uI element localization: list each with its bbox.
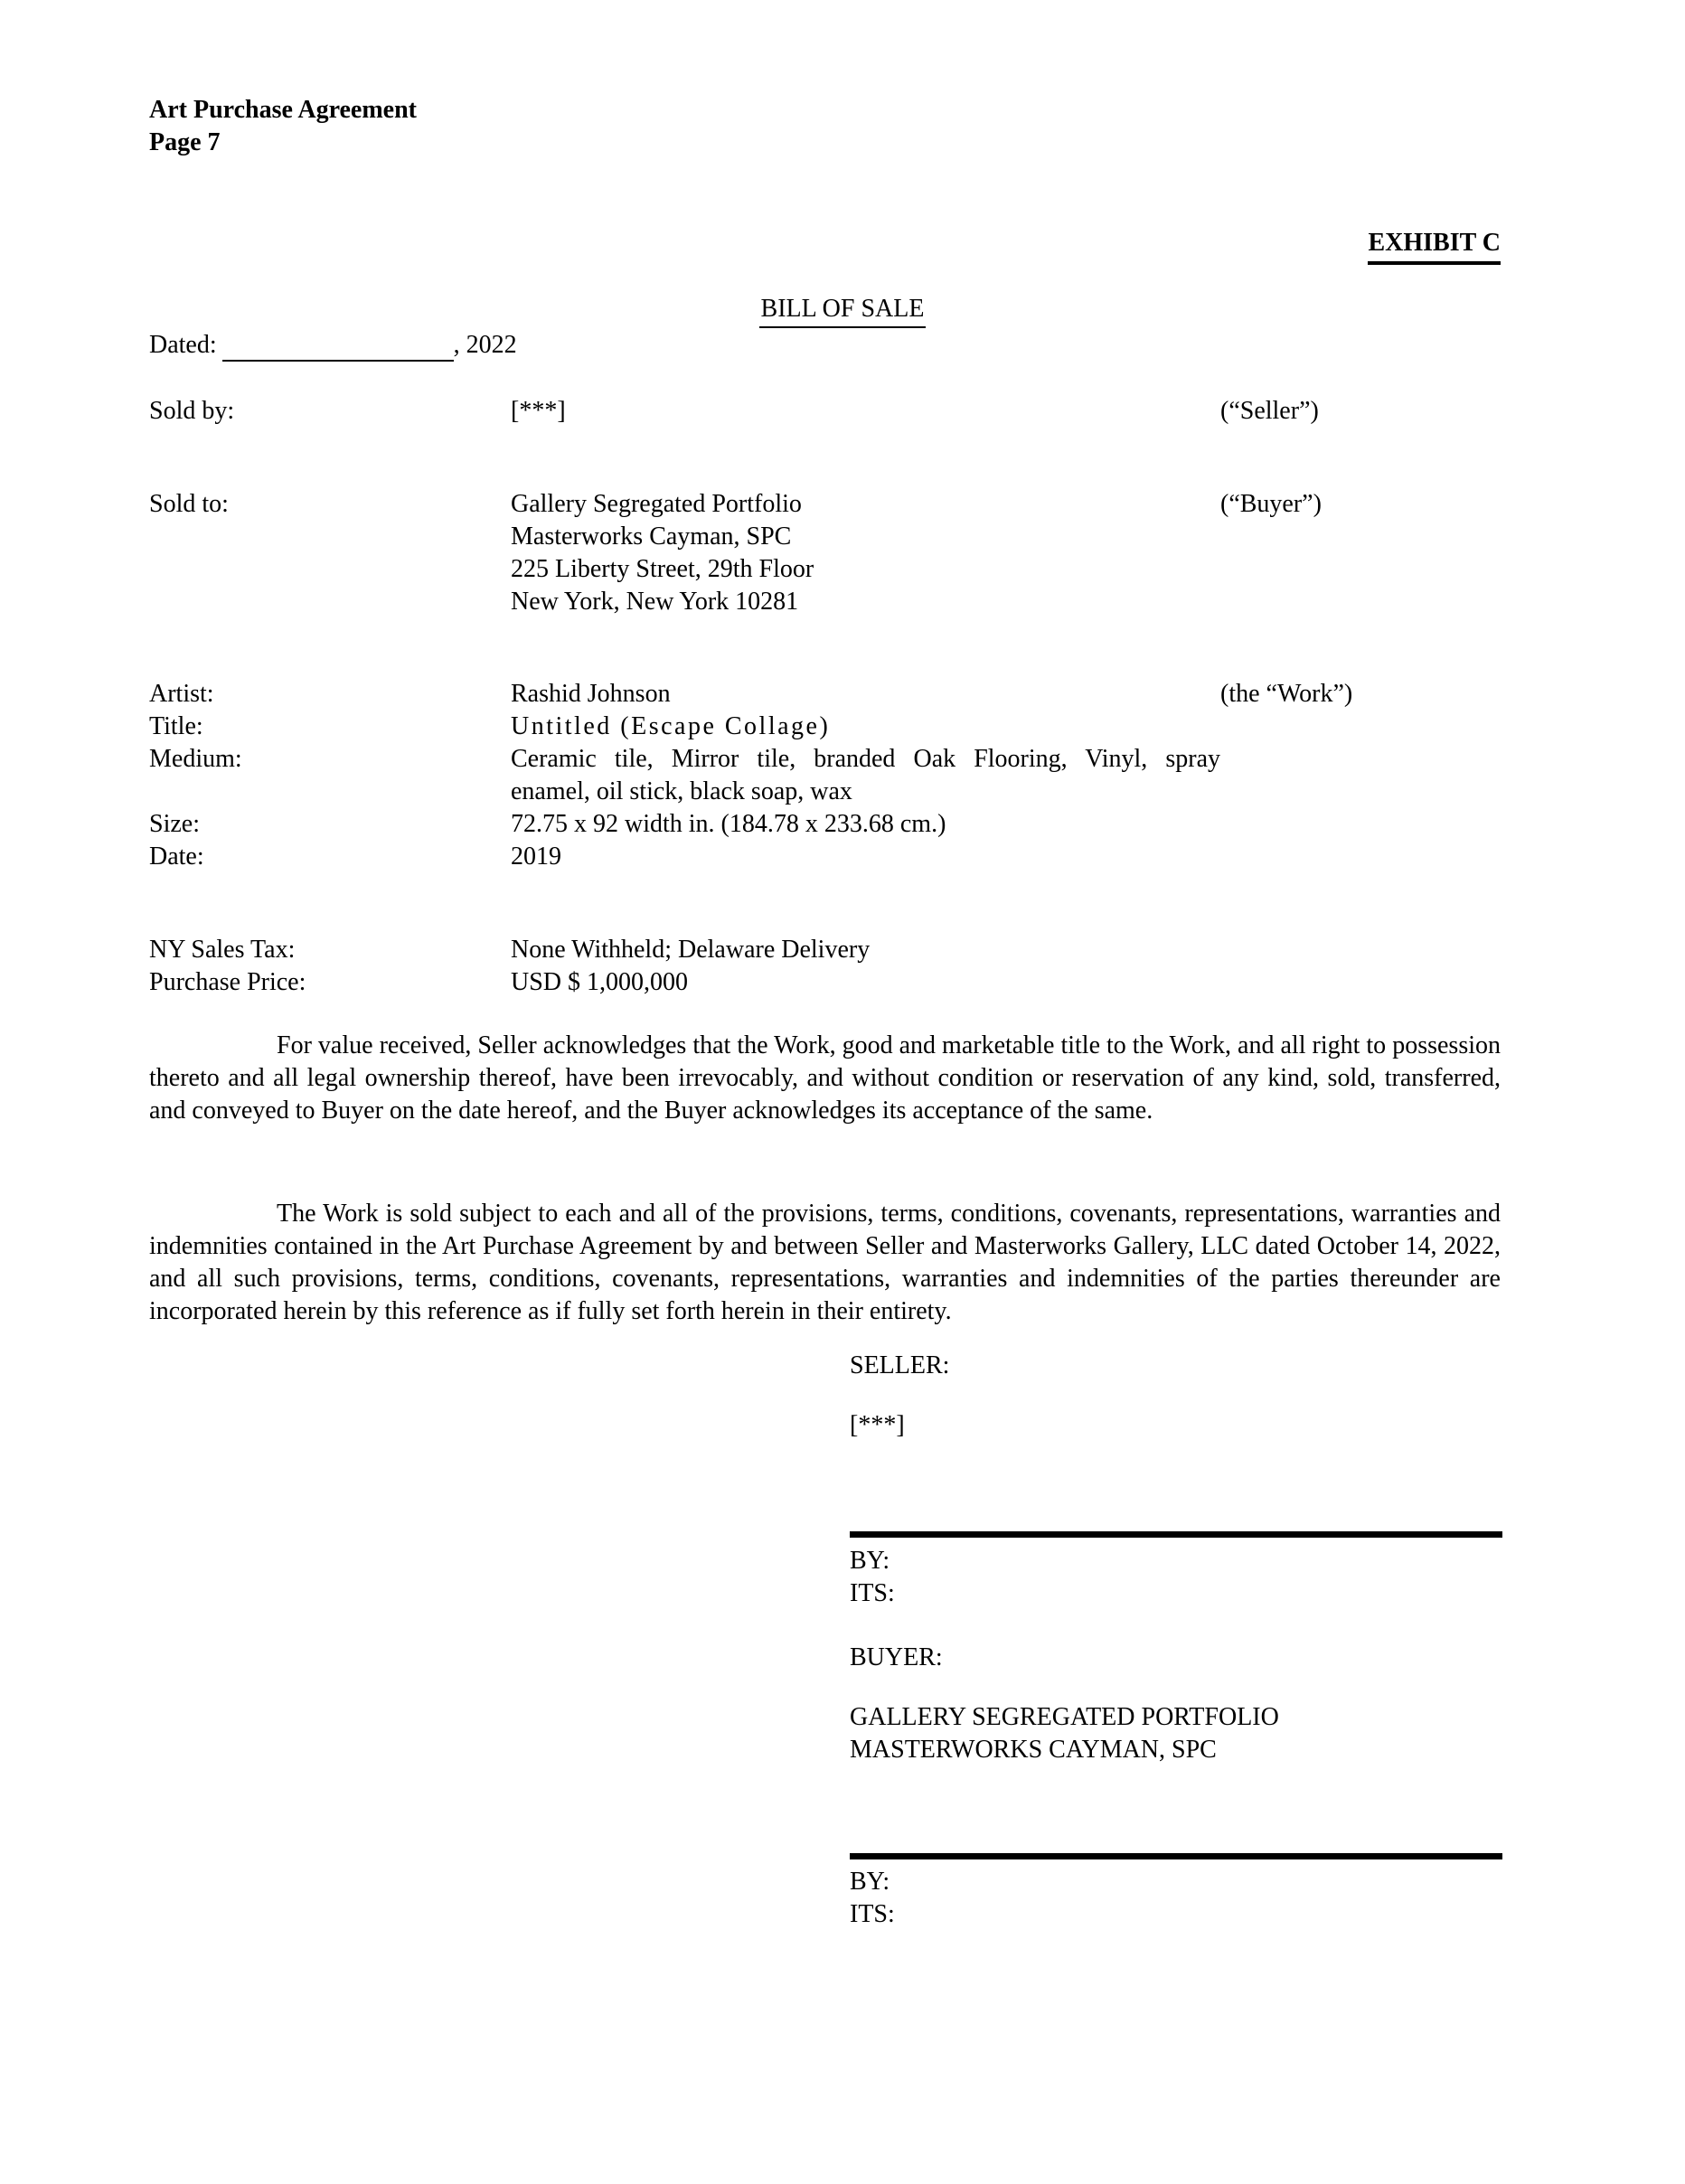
sold-to-address	[511, 488, 1220, 618]
dated-blank-underline	[222, 333, 454, 362]
address-line: 225 Liberty Street, 29th Floor	[511, 555, 814, 583]
page-number-line: Page 7	[149, 128, 221, 156]
paragraph-consideration: For value received, Seller acknowledges that the Work, good and marketable title to the Work, and all right to possession thereto and all legal ownership thereof, have been irrevocably, and without condition or reservation of any kind, sold, transferred, and conveyed to Buyer on the date hereof, and the Buyer acknowledges its acceptance of the same.	[149, 1031, 1501, 1125]
artwork-details	[149, 678, 1501, 873]
ny-sales-tax-label: NY Sales Tax:	[149, 936, 296, 964]
title-value: Untitled (Escape Collage)	[511, 712, 831, 740]
sold-to-row	[149, 488, 1501, 618]
artist-label: Artist:	[149, 680, 214, 708]
date-value: 2019	[511, 843, 561, 871]
buyer-note: (“Buyer”)	[1220, 490, 1322, 518]
address-line: New York, New York 10281	[511, 588, 799, 616]
medium-value-line1: Ceramic tile, Mirror tile, branded Oak Flooring, Vinyl, spray	[511, 745, 1220, 773]
paragraph-incorporation: The Work is sold subject to each and all of the provisions, terms, conditions, covenants, representations, warranties and indemnities contained in the Art Purchase Agreement by and between Seller and Masterworks Gallery, LLC dated October 14, 2022, and all such provisions, terms, conditions, covenants, representations, warranties and indemnities of the parties thereunder are incorporated herein by this reference as if fully set forth herein in their entirety.	[149, 1200, 1501, 1325]
buyer-its-label: ITS:	[850, 1900, 895, 1928]
medium-value-line2: enamel, oil stick, black soap, wax	[511, 777, 852, 805]
buyer-signature-line	[850, 1853, 1502, 1859]
artwork-labels	[149, 678, 511, 873]
bill-of-sale-heading	[0, 293, 1685, 328]
seller-signature-line	[850, 1531, 1502, 1538]
seller-name: [***]	[850, 1411, 905, 1439]
medium-label: Medium:	[149, 745, 242, 773]
size-value: 72.75 x 92 width in. (184.78 x 233.68 cm.)	[511, 810, 946, 838]
spacer-line	[149, 776, 511, 808]
purchase-price-value: USD $ 1,000,000	[511, 968, 689, 996]
ny-sales-tax-value: None Withheld; Delaware Delivery	[511, 936, 871, 964]
date-label: Date:	[149, 843, 204, 871]
address-line: Masterworks Cayman, SPC	[511, 522, 792, 551]
seller-by-label: BY:	[850, 1547, 890, 1575]
buyer-heading: BUYER:	[850, 1643, 943, 1671]
sold-by-value: [***]	[511, 397, 566, 425]
sale-terms-values	[511, 934, 1501, 999]
size-label: Size:	[149, 810, 200, 838]
document-title-line: Art Purchase Agreement	[149, 96, 417, 124]
seller-heading: SELLER:	[850, 1351, 950, 1379]
work-note: (the “Work”)	[1220, 680, 1353, 708]
sold-to-label: Sold to:	[149, 490, 229, 518]
sold-by-row	[149, 395, 1501, 428]
sale-terms-labels	[149, 934, 511, 999]
purchase-price-label: Purchase Price:	[149, 968, 306, 996]
title-label: Title:	[149, 712, 203, 740]
buyer-name-line1: GALLERY SEGREGATED PORTFOLIO	[850, 1703, 1279, 1731]
document-header	[149, 94, 417, 159]
exhibit-label: EXHIBIT C	[1368, 227, 1501, 265]
dated-line	[149, 329, 517, 362]
sold-by-label: Sold by:	[149, 397, 235, 425]
artwork-values	[511, 678, 1220, 873]
seller-its-label: ITS:	[850, 1579, 895, 1607]
seller-note: (“Seller”)	[1220, 397, 1319, 425]
buyer-name	[850, 1701, 1502, 1766]
dated-label: Dated:	[149, 331, 217, 359]
sale-terms	[149, 934, 1501, 999]
artist-value: Rashid Johnson	[511, 680, 671, 708]
address-line: Gallery Segregated Portfolio	[511, 490, 802, 518]
exhibit-heading	[1368, 227, 1501, 265]
dated-year: , 2022	[453, 331, 517, 359]
buyer-name-line2: MASTERWORKS CAYMAN, SPC	[850, 1736, 1217, 1764]
buyer-by-label: BY:	[850, 1868, 890, 1896]
bill-of-sale-title: BILL OF SALE	[759, 293, 927, 328]
